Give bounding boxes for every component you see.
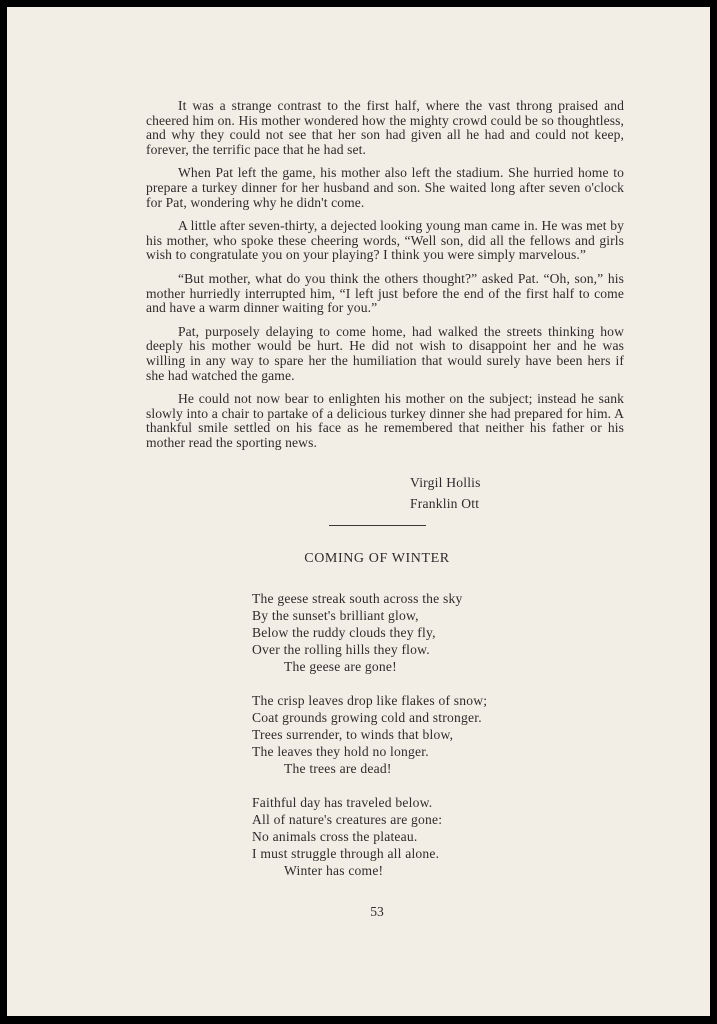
author-name: Virgil Hollis xyxy=(410,475,481,490)
document-page xyxy=(7,7,710,1016)
story-text xyxy=(146,99,624,459)
section-divider xyxy=(329,525,426,526)
poem-line: The geese streak south across the sky xyxy=(252,591,463,606)
author-name: Franklin Ott xyxy=(410,496,480,511)
poem-line: Over the rolling hills they flow. xyxy=(252,642,430,657)
paragraph: “But mother, what do you think the others thought?” asked Pat. “Oh, son,” his mother hurriedly interrupted him, “I left just before the end of the first half to come and have a warm dinner waiting for you.” xyxy=(146,270,624,316)
poem-line: No animals cross the plateau. xyxy=(252,829,418,844)
poem-line: By the sunset's brilliant glow, xyxy=(252,608,419,623)
poem-refrain: The geese are gone! xyxy=(284,659,397,674)
poem-body xyxy=(252,590,487,896)
paragraph: A little after seven-thirty, a dejected looking young man came in. He was met by his mother, who spoke these cheering words, “Well son, did all the fellows and girls wish to congratulate you on your playing? I think you were simply marvelous.” xyxy=(146,218,624,263)
paragraph: Pat, purposely delaying to come home, had walked the streets thinking how deeply his mother would be hurt. He did not wish to disappoint her and he was willing in any way to spare her the humiliation that would surely have been hers if she had watched the game. xyxy=(146,323,624,383)
poem-line: I must struggle through all alone. xyxy=(252,846,440,861)
poem-line: All of nature's creatures are gone: xyxy=(252,812,443,827)
poem-refrain: The trees are dead! xyxy=(284,761,392,776)
paragraph: It was a strange contrast to the first half, where the vast throng praised and cheered him on. His mother wondered how the mighty crowd could be so thoughtless, and why they could not see that her son had given all he had and could not keep, forever, the terrific pace that he had set. xyxy=(146,98,624,157)
poem-line: The leaves they hold no longer. xyxy=(252,744,429,759)
paragraph: He could not now bear to enlighten his mother on the subject; instead he sank slowly into a chair to partake of a delicious turkey dinner she had prepared for him. A thankful smile settled on his face as he remembered that neither his father or his mother read the sporting news. xyxy=(146,391,624,450)
poem-line: Below the ruddy clouds they fly, xyxy=(252,625,436,640)
poem-line: The crisp leaves drop like flakes of snow; xyxy=(252,693,488,708)
poem-line: Faithful day has traveled below. xyxy=(252,795,433,810)
page-number: 53 xyxy=(370,904,384,919)
poem-line: Coat grounds growing cold and stronger. xyxy=(252,710,482,725)
poem-stanza xyxy=(252,794,487,879)
author-signatures xyxy=(410,472,481,514)
paragraph: When Pat left the game, his mother also left the stadium. She hurried home to prepare a turkey dinner for her husband and son. She waited long after seven o'clock for Pat, wondering why he didn't come. xyxy=(146,165,624,210)
poem-refrain: Winter has come! xyxy=(284,863,384,878)
poem-line: Trees surrender, to winds that blow, xyxy=(252,727,454,742)
poem-title: COMING OF WINTER xyxy=(304,551,450,566)
poem-stanza xyxy=(252,692,487,777)
poem-stanza xyxy=(252,590,487,675)
